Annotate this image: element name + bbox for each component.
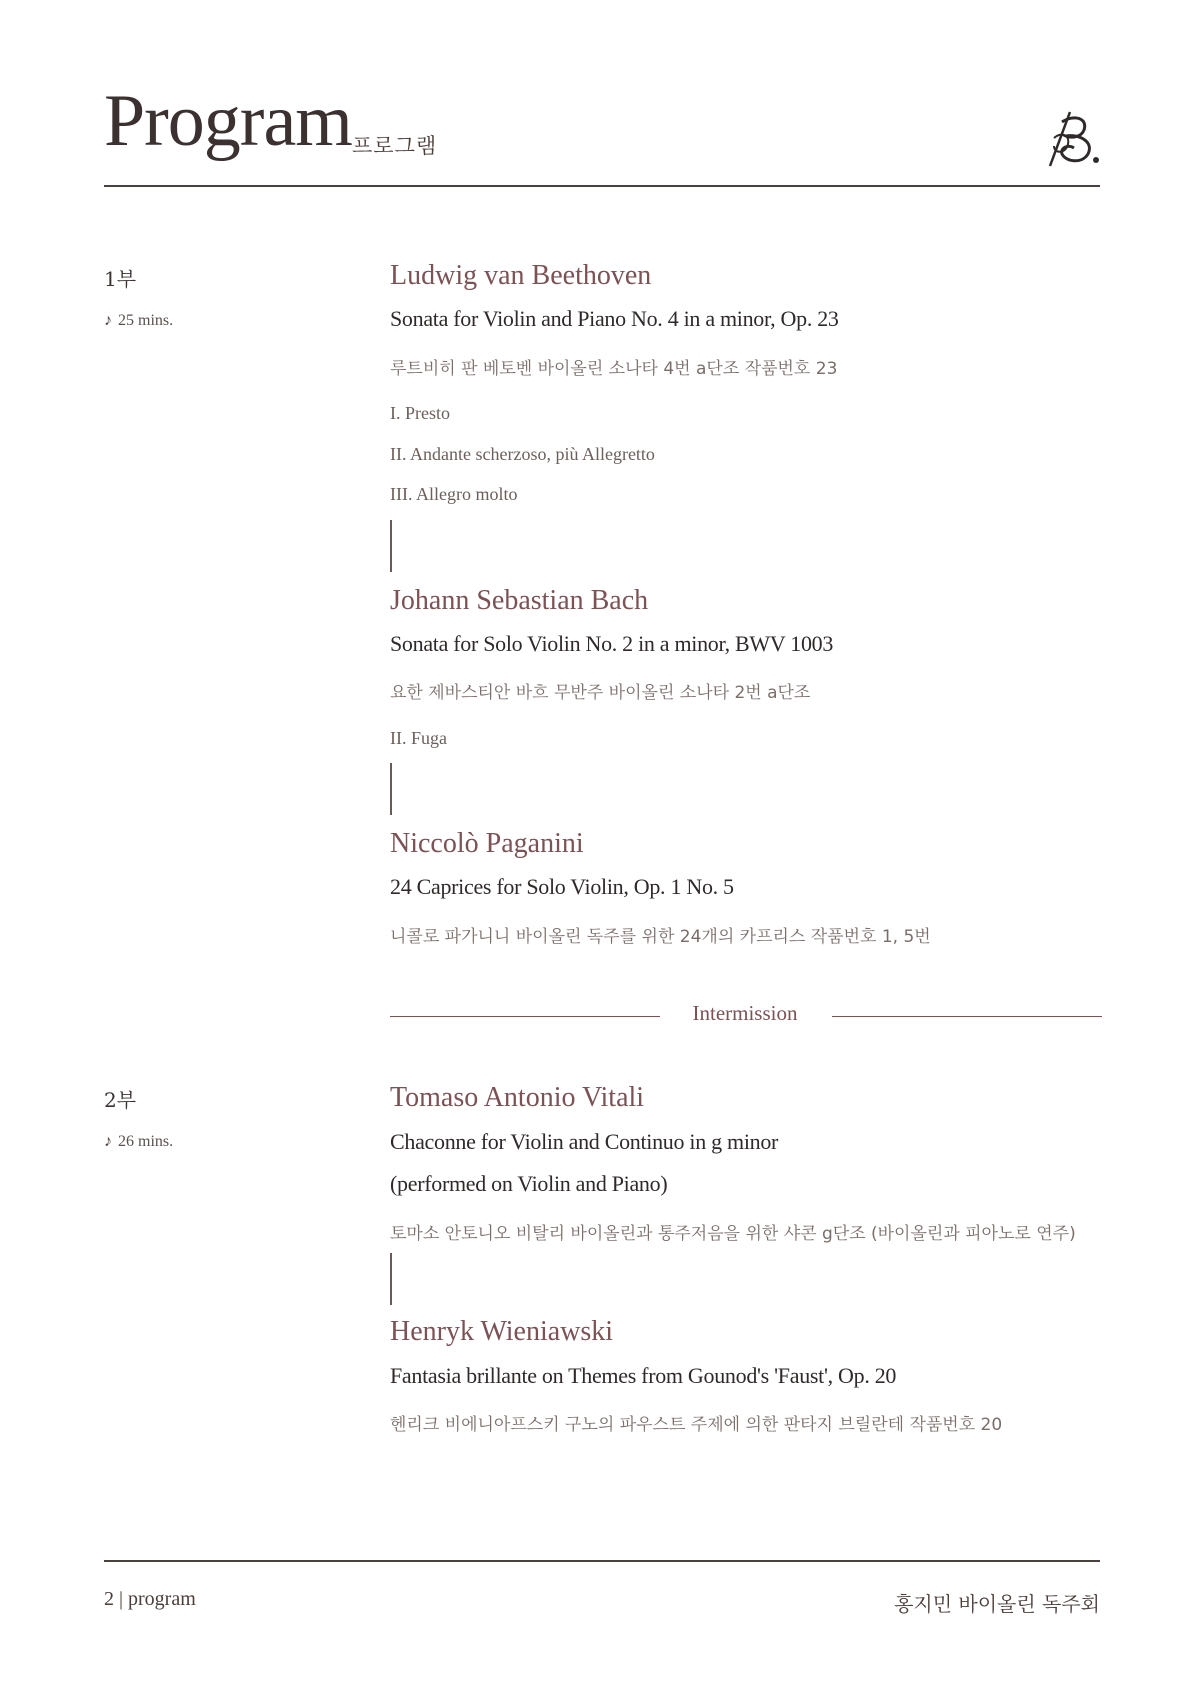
event-title: 홍지민 바이올린 독주회 [894,1592,1100,1616]
part-1-label: 1부 [104,267,137,291]
page-number: 2 | program [104,1588,196,1610]
work-title: 24 Caprices for Solo Violin, Op. 1 No. 5 [390,874,734,899]
movement: II. Fuga [390,728,447,748]
page-subtitle: 프로그램 [352,134,438,158]
movement: I. Presto [390,403,450,423]
work-title: Sonata for Violin and Piano No. 4 in a minor, Op. 23 [390,306,839,331]
composer-name: Ludwig van Beethoven [390,260,652,291]
composer-name: Henryk Wieniawski [390,1316,614,1347]
work-title-line2: (performed on Violin and Piano) [390,1171,668,1196]
work-title-korean: 토마소 안토니오 비탈리 바이올린과 통주저음을 위한 샤콘 g단조 (바이올린과 피아노로 연주) [390,1224,1076,1244]
work-title: Fantasia brillante on Themes from Gounod's 'Faust', Op. 20 [390,1363,897,1388]
piece-separator [390,520,392,572]
work-title-korean: 니콜로 파가니니 바이올린 독주를 위한 24개의 카프리스 작품번호 1, 5번 [390,927,931,947]
composer-name: Tomaso Antonio Vitali [390,1082,645,1113]
work-title: Chaconne for Violin and Continuo in g minor [390,1129,779,1154]
page-title: Program [104,80,352,162]
header-divider [104,185,1100,187]
intermission-line-right [832,1016,1102,1017]
work-title-korean: 루트비히 판 베토벤 바이올린 소나타 4번 a단조 작품번호 23 [390,359,838,379]
part-1-duration [104,312,173,330]
piece-separator [390,763,392,815]
duration-text: 26 mins. [118,1133,174,1150]
piece-separator [390,1253,392,1305]
work-title-korean: 요한 제바스티안 바흐 무반주 바이올린 소나타 2번 a단조 [390,683,811,703]
movement: III. Allegro molto [390,484,518,504]
treble-clef-logo-icon [1040,108,1102,170]
duration-text: 25 mins. [118,312,174,329]
footer-divider [104,1560,1100,1562]
music-note-icon: ♪ [104,1133,112,1150]
work-title-korean: 헨리크 비에니아프스키 구노의 파우스트 주제에 의한 판타지 브릴란테 작품번호 20 [390,1415,1003,1435]
intermission-label: Intermission [692,1001,798,1025]
part-2-duration [104,1133,173,1151]
work-title: Sonata for Solo Violin No. 2 in a minor, BWV 1003 [390,631,834,656]
part-2-label: 2부 [104,1088,137,1112]
composer-name: Johann Sebastian Bach [390,585,649,616]
composer-name: Niccolò Paganini [390,828,584,859]
movement: II. Andante scherzoso, più Allegretto [390,444,655,464]
music-note-icon: ♪ [104,312,112,329]
